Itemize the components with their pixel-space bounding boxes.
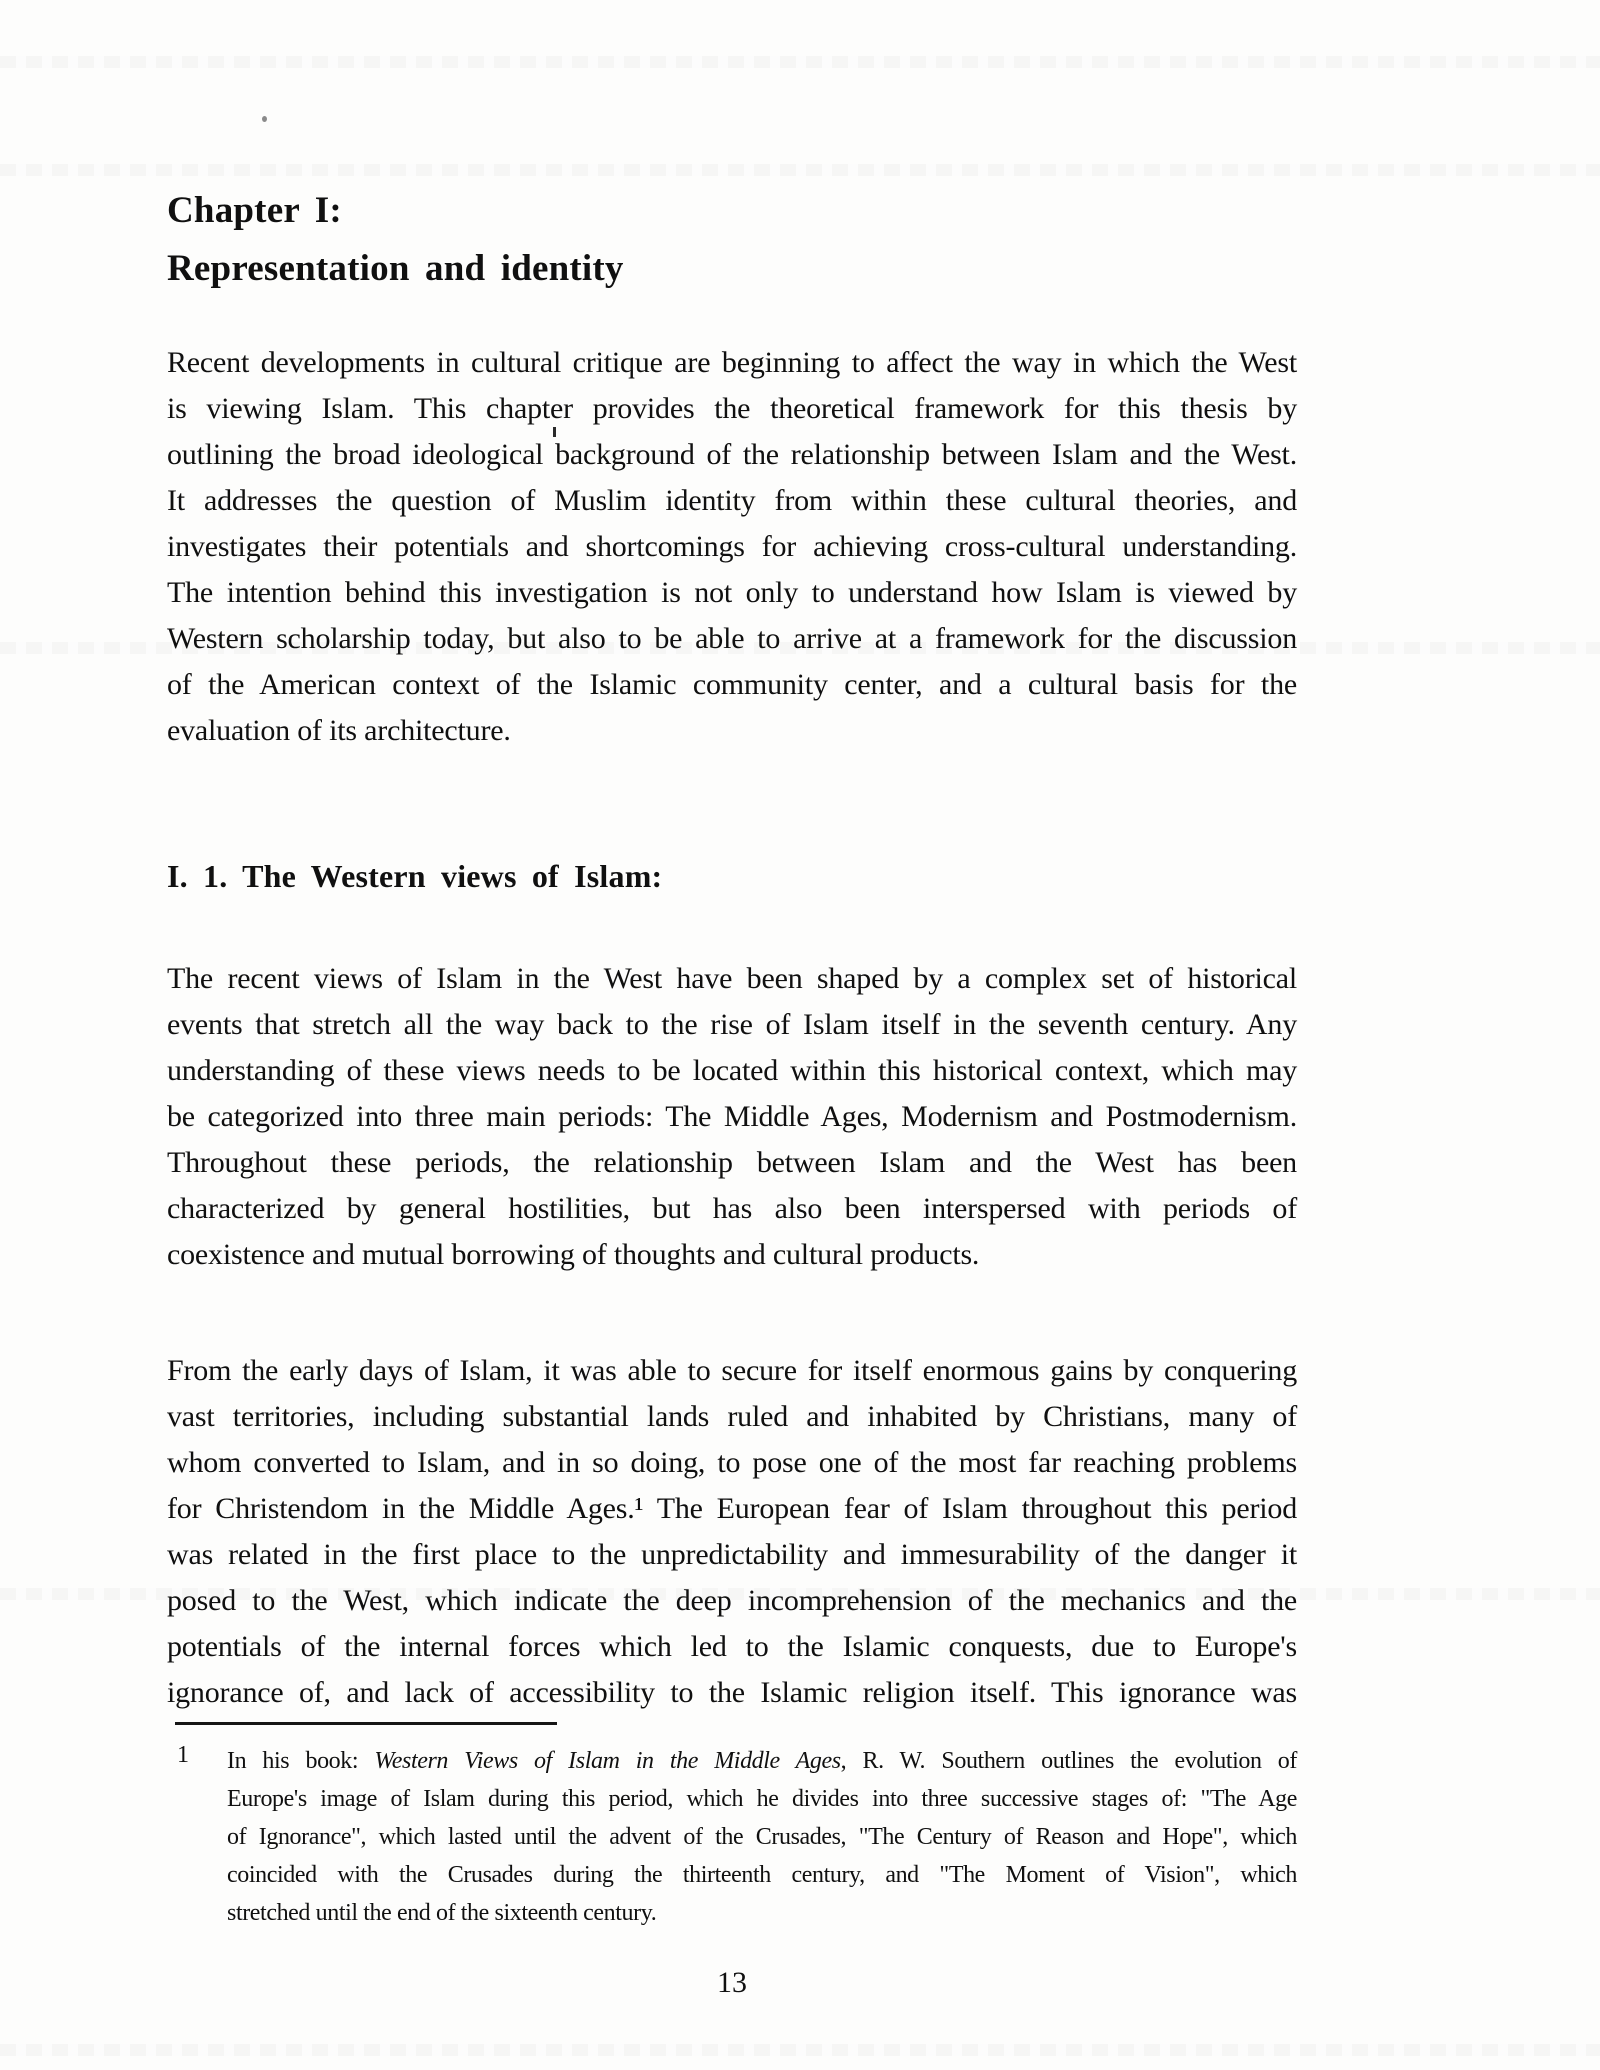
text-line: posed to the West, which indicate the deep incomprehension of the mechanics and the xyxy=(167,1584,1297,1617)
text-line: coexistence and mutual borrowing of thoughts and cultural products. xyxy=(167,1238,980,1271)
paragraph-western-views xyxy=(167,956,1297,1278)
text-line: investigates their potentials and shortcomings for achieving cross-cultural understanding. xyxy=(167,530,1297,563)
paragraph-early-islam xyxy=(167,1348,1297,1716)
footnote-rule xyxy=(175,1722,557,1725)
chapter-heading xyxy=(167,182,624,298)
footnote-marker: 1 xyxy=(177,1742,189,1768)
scan-artifact-band xyxy=(0,56,1600,68)
footnote-line-1 xyxy=(227,1742,1297,1780)
footnote xyxy=(167,1742,1297,1932)
text-line: It addresses the question of Muslim identity from within these cultural theories, and xyxy=(167,484,1297,517)
page-number: 13 xyxy=(717,1966,747,1999)
text-line: ignorance of, and lack of accessibility to the Islamic religion itself. This ignorance was xyxy=(167,1676,1297,1709)
text-line: is viewing Islam. This chapter provides the theoretical framework for this thesis by xyxy=(167,392,1297,425)
text-line: of the American context of the Islamic community center, and a cultural basis for the xyxy=(167,668,1297,701)
text-line: be categorized into three main periods: The Middle Ages, Modernism and Postmodernism. xyxy=(167,1100,1297,1133)
chapter-heading-line2: Representation and identity xyxy=(167,248,624,289)
footnote-book-title: Western Views of Islam in the Middle Ages xyxy=(374,1748,841,1774)
chapter-heading-line1: Chapter I: xyxy=(167,190,342,231)
text-line: outlining the broad ideological background of the relationship between Islam and the West. xyxy=(167,438,1297,471)
scan-artifact-dot xyxy=(262,116,267,122)
scan-artifact-band xyxy=(0,2044,1600,2056)
text-line: whom converted to Islam, and in so doing, to pose one of the most far reaching problems xyxy=(167,1446,1297,1479)
text-line: The intention behind this investigation is not only to understand how Islam is viewed by xyxy=(167,576,1297,609)
text-line: coincided with the Crusades during the thirteenth century, and "The Moment of Vision", which xyxy=(227,1862,1297,1888)
text-line: evaluation of its architecture. xyxy=(167,714,511,747)
footnote-lines xyxy=(227,1780,1297,1932)
text-line: The recent views of Islam in the West have been shaped by a complex set of historical xyxy=(167,962,1297,995)
text-line: vast territories, including substantial lands ruled and inhabited by Christians, many of xyxy=(167,1400,1297,1433)
text-line: stretched until the end of the sixteenth century. xyxy=(227,1900,657,1926)
paragraph-introduction xyxy=(167,340,1297,754)
scan-artifact-band xyxy=(0,164,1600,176)
text-line: Recent developments in cultural critique are beginning to affect the way in which the West xyxy=(167,346,1297,379)
footnote-line1-rest: , R. W. Southern outlines the evolution of xyxy=(840,1748,1297,1774)
footnote-text xyxy=(227,1742,1297,1932)
text-line: characterized by general hostilities, but has also been interspersed with periods of xyxy=(167,1192,1297,1225)
text-line: events that stretch all the way back to the rise of Islam itself in the seventh century. Any xyxy=(167,1008,1297,1041)
text-line: understanding of these views needs to be located within this historical context, which may xyxy=(167,1054,1297,1087)
footnote-line1-prefix: In his book: xyxy=(227,1748,375,1774)
text-line: of Ignorance", which lasted until the advent of the Crusades, "The Century of Reason and Hope", which xyxy=(227,1824,1297,1850)
text-line: From the early days of Islam, it was able to secure for itself enormous gains by conquering xyxy=(167,1354,1297,1387)
section-heading: I. 1. The Western views of Islam: xyxy=(167,858,663,894)
text-line: Western scholarship today, but also to be able to arrive at a framework for the discussion xyxy=(167,622,1297,655)
text-line: Europe's image of Islam during this period, which he divides into three successive stages of: "The Age xyxy=(227,1786,1297,1812)
text-line: was related in the first place to the unpredictability and immesurability of the danger it xyxy=(167,1538,1297,1571)
text-line: for Christendom in the Middle Ages.¹ The European fear of Islam throughout this period xyxy=(167,1492,1297,1525)
text-line: potentials of the internal forces which led to the Islamic conquests, due to Europe's xyxy=(167,1630,1297,1663)
text-line: Throughout these periods, the relationship between Islam and the West has been xyxy=(167,1146,1297,1179)
